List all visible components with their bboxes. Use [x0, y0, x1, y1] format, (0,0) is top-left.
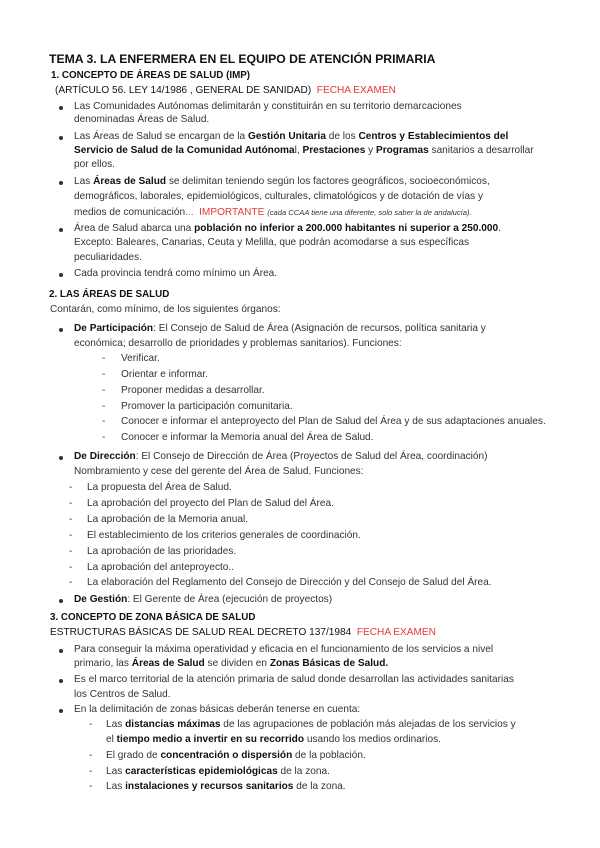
s1-bullet-1-line-2: denominadas Áreas de Salud. [74, 114, 210, 125]
dash-icon: - [102, 353, 106, 364]
s1-bullet-4-line-2: Excepto: Baleares, Canarias, Ceuta y Melilla, que podrán acomodarse a sus específicas [74, 237, 469, 248]
section-3-heading: 3. CONCEPTO DE ZONA BÁSICA DE SALUD [50, 612, 256, 623]
s1-bullet-1-line-1: Las Comunidades Autónomas delimitarán y constituirán en su territorio demarcaciones [74, 101, 462, 112]
s1-bullet-2-line-3: por ellos. [74, 159, 115, 170]
dash-icon: - [69, 577, 73, 588]
section-3-subheading: ESTRUCTURAS BÁSICAS DE SALUD REAL DECRETO 137/1984 FECHA EXAMEN [50, 627, 436, 638]
s1-bullet-2-line-1: Las Áreas de Salud se encargan de la Gestión Unitaria de los Centros y Establecimientos del [74, 131, 509, 142]
direction-line-2: Nombramiento y cese del gerente del Área de Salud. Funciones: [74, 466, 364, 477]
participation-item: Conocer e informar el anteproyecto del Plan de Salud del Área y de sus adaptaciones anuales. [121, 416, 546, 427]
exam-tag: FECHA EXAMEN [356, 627, 436, 638]
dash-icon: - [89, 719, 93, 730]
direction-item: La propuesta del Área de Salud. [87, 482, 232, 493]
dash-icon: - [69, 562, 73, 573]
participation-item: Conocer e informar la Memoria anual del Área de Salud. [121, 432, 374, 443]
s3-bullet-2-line-2: los Centros de Salud. [74, 689, 171, 700]
section-2-intro: Contarán, como mínimo, de los siguientes órganos: [50, 304, 281, 315]
criteria-1-line-2: el tiempo medio a invertir en su recorrido usando los medios ordinarios. [106, 734, 441, 745]
direction-item: La aprobación del proyecto del Plan de Salud del Área. [87, 498, 334, 509]
bullet-icon [59, 456, 63, 460]
dash-icon: - [89, 750, 93, 761]
s1-bullet-4-line-3: peculiaridades. [74, 252, 142, 263]
bullet-icon [59, 649, 63, 653]
bullet-icon [59, 181, 63, 185]
criteria-3: Las características epidemiológicas de la zona. [106, 766, 330, 777]
section-2-heading: 2. LAS ÁREAS DE SALUD [49, 289, 170, 300]
participation-item: Promover la participación comunitaria. [121, 401, 293, 412]
bullet-icon [59, 679, 63, 683]
direction-item: La aprobación de las prioridades. [87, 546, 237, 557]
s3-bullet-3: En la delimitación de zonas básicas deberán tenerse en cuenta: [74, 704, 361, 715]
bullet-icon [59, 228, 63, 232]
dash-icon: - [69, 530, 73, 541]
exam-tag: FECHA EXAMEN [316, 85, 396, 96]
s3-bullet-2-line-1: Es el marco territorial de la atención primaria de salud donde desarrollan las actividades sanitarias [74, 674, 514, 685]
dash-icon: - [102, 369, 106, 380]
dash-icon: - [102, 432, 106, 443]
s1-bullet-5: Cada provincia tendrá como mínimo un Área. [74, 268, 278, 279]
management-line: De Gestión: El Gerente de Área (ejecución de proyectos) [74, 594, 333, 605]
participation-item: Proponer medidas a desarrollar. [121, 385, 265, 396]
bullet-icon [59, 599, 63, 603]
bullet-icon [59, 709, 63, 713]
dash-icon: - [89, 781, 93, 792]
bullet-icon [59, 328, 63, 332]
criteria-4: Las instalaciones y recursos sanitarios de la zona. [106, 781, 346, 792]
s1-bullet-3-line-1: Las Áreas de Salud se delimitan teniendo según los factores geográficos, socioeconómicos, [74, 176, 490, 187]
direction-item: La elaboración del Reglamento del Consejo de Dirección y del Consejo de Salud del Área. [87, 577, 492, 588]
bullet-icon [59, 106, 63, 110]
s1-bullet-2-line-2: Servicio de Salud de la Comunidad Autónomal, Prestaciones y Programas sanitarios a desarrollar [74, 145, 534, 156]
section-1-heading: 1. CONCEPTO DE ÁREAS DE SALUD (IMP) [51, 70, 251, 81]
s1-bullet-4-line-1: Área de Salud abarca una población no inferior a 200.000 habitantes ni superior a 250.000. [74, 223, 501, 234]
page-title: TEMA 3. LA ENFERMERA EN EL EQUIPO DE ATENCIÓN PRIMARIA [49, 52, 436, 66]
criteria-2: El grado de concentración o dispersión de la población. [106, 750, 366, 761]
s3-bullet-1-line-2: primario, las Áreas de Salud se dividen en Zonas Básicas de Salud. [74, 658, 389, 669]
s3-bullet-1-line-1: Para conseguir la máxima operatividad y eficacia en el funcionamiento de los servicios a nivel [74, 644, 494, 655]
section-1-reference: (ARTÍCULO 56. LEY 14/1986 , GENERAL DE SANIDAD) FECHA EXAMEN [55, 85, 396, 96]
dash-icon: - [102, 401, 106, 412]
direction-item: El establecimiento de los criterios generales de coordinación. [87, 530, 361, 541]
dash-icon: - [69, 546, 73, 557]
direction-item: La aprobación del anteproyecto.. [87, 562, 235, 573]
dash-icon: - [102, 416, 106, 427]
participation-item: Verificar. [121, 353, 160, 364]
s1-bullet-3-line-3: medios de comunicación... IMPORTANTE (cada CCAA tiene una diferente, solo saber la de andalucía). [74, 207, 472, 218]
direction-line-1: De Dirección: El Consejo de Dirección de Área (Proyectos de Salud del Área, coordinación) [74, 451, 488, 462]
important-tag: IMPORTANTE [199, 207, 265, 218]
participation-line-2: económica; desarrollo de prioridades y problemas sanitarios). Funciones: [74, 338, 402, 349]
dash-icon: - [69, 514, 73, 525]
criteria-1-line-1: Las distancias máximas de las agrupaciones de población más alejadas de los servicios y [106, 719, 516, 730]
s1-bullet-3-line-2: demográficos, laborales, epidemiológicos, culturales, climatológicos y de dotación de vías y [74, 191, 484, 202]
direction-item: La aprobación de la Memoria anual. [87, 514, 249, 525]
participation-line-1: De Participación: El Consejo de Salud de Área (Asignación de recursos, política sanitaria y [74, 323, 486, 334]
dash-icon: - [102, 385, 106, 396]
participation-item: Orientar e informar. [121, 369, 208, 380]
dash-icon: - [69, 498, 73, 509]
bullet-icon [59, 136, 63, 140]
bullet-icon [59, 273, 63, 277]
dash-icon: - [89, 766, 93, 777]
dash-icon: - [69, 482, 73, 493]
